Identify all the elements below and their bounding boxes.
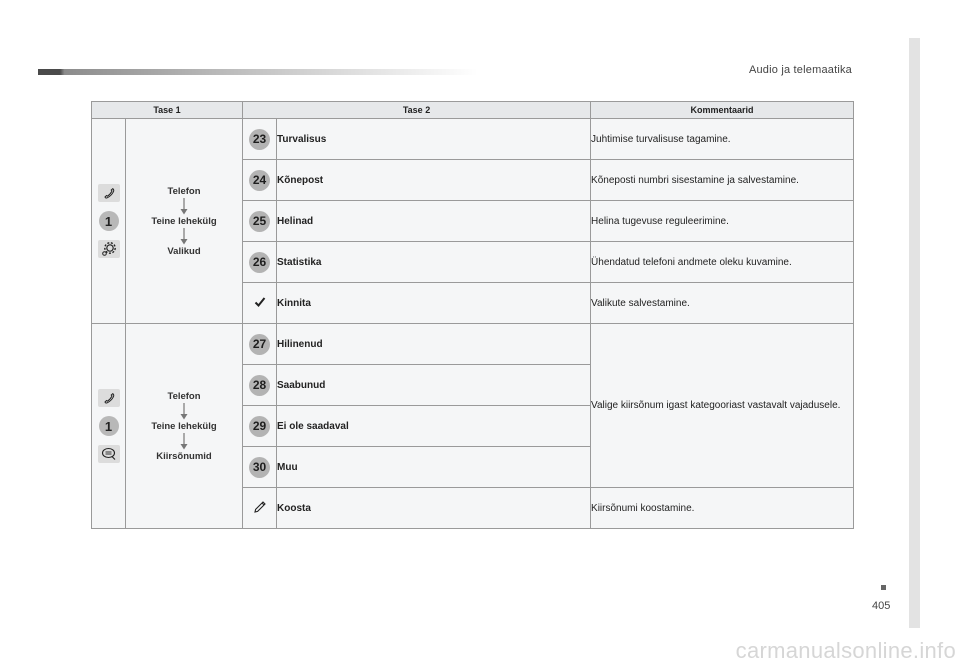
row-comment: Juhtimise turvalisuse tagamine. xyxy=(591,119,854,160)
settings-gear-icon xyxy=(98,240,120,258)
level-1-path xyxy=(126,324,243,529)
level-1-icons xyxy=(92,119,126,324)
table-row xyxy=(92,324,854,365)
pencil-icon xyxy=(253,500,267,514)
row-label: Kõnepost xyxy=(277,160,591,201)
row-label: Ei ole saadaval xyxy=(277,406,591,447)
path-step: Teine lehekülg xyxy=(151,420,217,432)
header-gradient-bar xyxy=(38,69,478,75)
number-badge: 27 xyxy=(249,334,270,355)
row-number xyxy=(243,447,277,488)
row-comment: Kõneposti numbri sisestamine ja salvestamine. xyxy=(591,160,854,201)
arrow-down-icon xyxy=(180,228,188,245)
phone-icon xyxy=(98,389,120,407)
header-level-1: Tase 1 xyxy=(92,102,243,119)
row-comment: Kiirsõnumi koostamine. xyxy=(591,488,854,529)
path-step: Telefon xyxy=(167,390,201,402)
path-step: Telefon xyxy=(167,185,201,197)
row-label: Statistika xyxy=(277,242,591,283)
path-step: Kiirsõnumid xyxy=(156,450,212,462)
level-1-icons xyxy=(92,324,126,529)
checkmark-icon xyxy=(254,296,266,308)
page-number: 405 xyxy=(872,600,891,612)
arrow-down-icon xyxy=(180,403,188,420)
page-marker xyxy=(881,585,886,590)
number-badge: 23 xyxy=(249,129,270,150)
row-comment: Valikute salvestamine. xyxy=(591,283,854,324)
phone-icon xyxy=(98,184,120,202)
arrow-down-icon xyxy=(180,433,188,450)
row-comment: Ühendatud telefoni andmete oleku kuvamine. xyxy=(591,242,854,283)
path-step: Teine lehekülg xyxy=(151,215,217,227)
table-header-row xyxy=(92,102,854,119)
level-badge: 1 xyxy=(99,211,119,231)
row-label: Koosta xyxy=(277,488,591,529)
row-label: Kinnita xyxy=(277,283,591,324)
row-label: Saabunud xyxy=(277,365,591,406)
path-step: Valikud xyxy=(167,245,201,257)
header-comments: Kommentaarid xyxy=(591,102,854,119)
row-number xyxy=(243,201,277,242)
number-badge: 24 xyxy=(249,170,270,191)
number-badge: 28 xyxy=(249,375,270,396)
row-number xyxy=(243,324,277,365)
level-1-path xyxy=(126,119,243,324)
watermark: carmanualsonline.info xyxy=(735,638,956,663)
header-level-2: Tase 2 xyxy=(243,102,591,119)
row-label: Muu xyxy=(277,447,591,488)
row-comment: Helina tugevuse reguleerimine. xyxy=(591,201,854,242)
row-number xyxy=(243,406,277,447)
row-icon xyxy=(243,488,277,529)
section-title: Audio ja telemaatika xyxy=(748,64,852,76)
row-label: Hilinenud xyxy=(277,324,591,365)
menu-table xyxy=(91,101,854,529)
level-badge: 1 xyxy=(99,416,119,436)
row-number xyxy=(243,242,277,283)
number-badge: 29 xyxy=(249,416,270,437)
row-number xyxy=(243,160,277,201)
table-row xyxy=(92,119,854,160)
arrow-down-icon xyxy=(180,198,188,215)
row-label: Helinad xyxy=(277,201,591,242)
row-number xyxy=(243,365,277,406)
shared-comment: Valige kiirsõnum igast kategooriast vastavalt vajadusele. xyxy=(591,324,854,488)
row-icon xyxy=(243,283,277,324)
row-label: Turvalisus xyxy=(277,119,591,160)
number-badge: 26 xyxy=(249,252,270,273)
row-number xyxy=(243,119,277,160)
number-badge: 25 xyxy=(249,211,270,232)
page-side-bar xyxy=(909,38,920,628)
number-badge: 30 xyxy=(249,457,270,478)
message-bubble-icon xyxy=(98,445,120,463)
